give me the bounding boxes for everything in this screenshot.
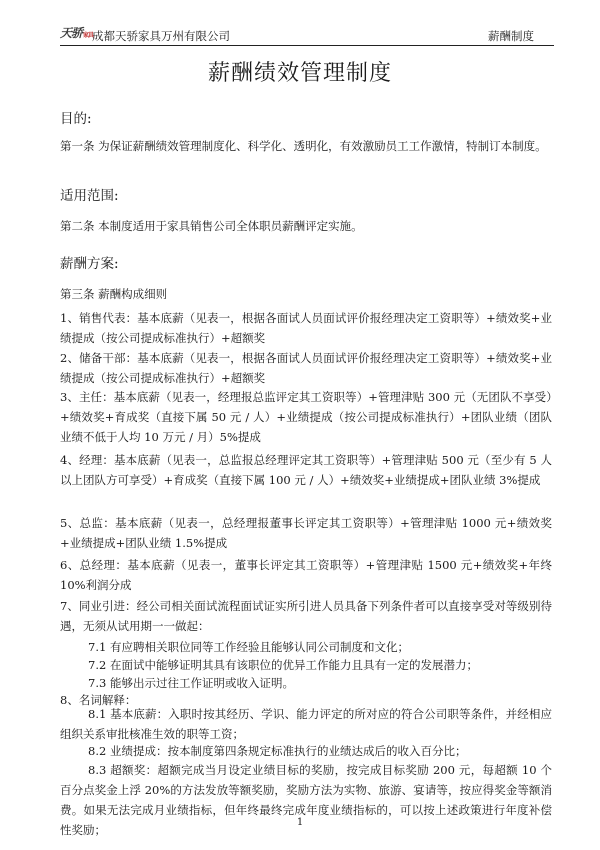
list-item: 8.3 超额奖：超额完成当月设定业绩目标的奖励，按完成目标奖励 200 元，每超额 10 个百分点奖金上浮 20%的方法发放等额奖励，奖励方法为实物、旅游、宴请等，按应得奖金等额消费。如果无法完成月业绩指标，但年终最终完成年度业绩指标的，可以按上述政策进行年度补偿性奖励； [60,763,552,837]
company-logo: 天骄家具 [60,26,94,40]
list-item: 6、总经理：基本底薪（见表一，董事长评定其工资职等）+管理津贴 1500 元+绩效奖+年终 10%利润分成 [60,558,552,592]
list-item: 8.1 基本底薪：入职时按其经历、学识、能力评定的所对应的符合公司职等条件，并经相应组织关系审批核准生效的职等工资； [60,707,552,741]
list-item: 5、总监：基本底薪（见表一，总经理报董事长评定其工资职等）+管理津贴 1000 元+绩效奖+业绩提成+团队业绩 1.5%提成 [60,516,552,550]
list-item: 3、主任：基本底薪（见表一，经理报总监评定其工资职等）+管理津贴 300 元（无团队不享受）+绩效奖+育成奖（直接下属 50 元 / 人）+业绩提成（按公司提成标准执行）+团队业绩（团队业绩不低于人均 10 万元 / 月）5%提成 [60,390,552,444]
list-item: 8.2 业绩提成：按本制度第四条规定标准执行的业绩达成后的收入百分比； [88,744,467,758]
scope-heading: 适用范围: [60,188,119,204]
list-item: 8、名词解释： [60,693,137,707]
page-header [60,22,554,44]
purpose-heading: 目的: [60,111,92,127]
list-item: 2、储备干部：基本底薪（见表一，根据各面试人员面试评价报经理决定工资职等）+绩效奖+业绩提成（按公司提成标准执行）+超额奖 [60,351,552,385]
document-label: 薪酬制度 [488,29,534,43]
page-number: 1 [296,817,304,828]
page-title: 薪酬绩效管理制度 [207,61,392,86]
purpose-text: 第一条 为保证薪酬绩效管理制度化、科学化、透明化，有效激励员工工作激情，特制订本制度。 [60,139,547,153]
scope-text: 第二条 本制度适用于家具销售公司全体职员薪酬评定实施。 [60,219,363,233]
list-item: 7.1 有应聘相关职位同等工作经验且能够认同公司制度和文化； [88,640,409,654]
article-3: 第三条 薪酬构成细则 [60,287,168,301]
header-divider [60,45,554,46]
company-name: 成都天骄家具万州有限公司 [92,29,230,43]
list-item: 1、销售代表：基本底薪（见表一，根据各面试人员面试评价报经理决定工资职等）+绩效奖+业绩提成（按公司提成标准执行）+超额奖 [60,311,552,345]
list-item: 7.2 在面试中能够证明其具有该职位的优异工作能力且具有一定的发展潜力； [88,658,478,672]
list-item: 7、同业引进：经公司相关面试流程面试证实所引进人员具备下列条件者可以直接享受对等级别待遇，无须从试用期一一做起： [60,599,552,633]
list-item: 4、经理：基本底薪（见表一，总监报总经理评定其工资职等）+管理津贴 500 元（至少有 5 人以上团队方可享受）+育成奖（直接下属 100 元 / 人）+绩效奖+业绩提成+团队业绩 3%提成 [60,453,552,487]
list-item: 7.3 能够出示过往工作证明或收入证明。 [88,676,294,690]
plan-heading: 薪酬方案: [60,256,119,272]
